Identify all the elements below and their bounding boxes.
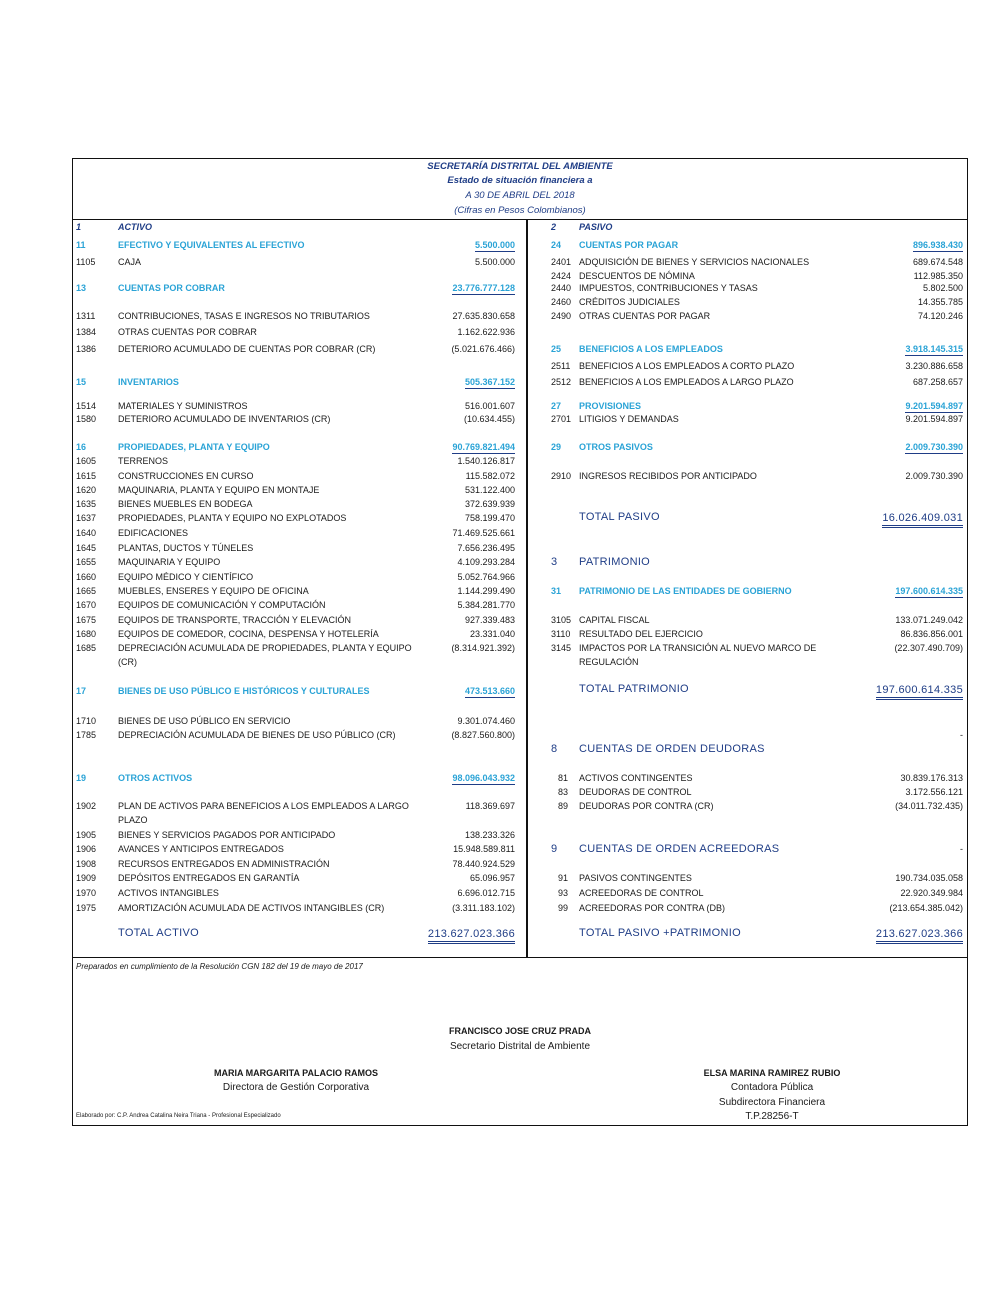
group-code: 17	[76, 686, 87, 696]
account-value: 372.639.939	[464, 499, 515, 509]
account-label: CRÉDITOS JUDICIALES	[579, 297, 680, 307]
account-label: ADQUISICIÓN DE BIENES Y SERVICIOS NACIONALES	[579, 257, 810, 267]
account-value: 531.122.400	[464, 485, 515, 495]
group-code: 25	[551, 344, 562, 354]
header-divider	[72, 219, 968, 220]
account-value: 112.985.350	[913, 271, 963, 281]
account-value: 1.162.622.936	[457, 327, 515, 337]
account-value: 14.355.785	[917, 297, 963, 307]
total-patrimonio-value: 197.600.614.335	[876, 685, 963, 700]
column-divider	[526, 219, 528, 957]
account-value: 138.233.326	[464, 830, 515, 840]
account-value: (8.314.921.392)	[451, 643, 515, 653]
orden-deudoras-code: 8	[551, 743, 558, 755]
account-code: 91	[557, 873, 568, 883]
account-code: 1785	[76, 730, 97, 740]
account-code: 1665	[76, 586, 97, 596]
group-total: 98.096.043.932	[452, 773, 515, 783]
account-value: 5.384.281.770	[457, 600, 515, 610]
account-value: 689.674.548	[912, 257, 963, 267]
account-label-cont: (CR)	[118, 657, 137, 667]
account-value: 2.009.730.390	[905, 471, 963, 481]
account-value: 9.301.074.460	[457, 716, 515, 726]
account-label: MUEBLES, ENSERES Y EQUIPO DE OFICINA	[118, 586, 309, 596]
total-pasivo-label: TOTAL PASIVO	[579, 511, 660, 523]
group-label: INVENTARIOS	[118, 377, 179, 387]
account-value: (10.634.455)	[463, 414, 515, 424]
account-label: DETERIORO ACUMULADO DE INVENTARIOS (CR)	[118, 414, 331, 424]
account-label: CONSTRUCCIONES EN CURSO	[118, 471, 254, 481]
account-code: 1670	[76, 600, 97, 610]
account-value: 133.071.249.042	[895, 615, 963, 625]
account-label: ACTIVOS CONTINGENTES	[579, 773, 693, 783]
account-label: ACREEDORAS DE CONTROL	[579, 888, 704, 898]
account-code: 93	[557, 888, 568, 898]
account-label: MAQUINARIA Y EQUIPO	[118, 557, 221, 567]
account-code: 2910	[551, 471, 572, 481]
account-value: 5.802.500	[922, 283, 963, 293]
total-patrimonio-label: TOTAL PATRIMONIO	[579, 683, 689, 695]
group-total: 90.769.821.494	[452, 442, 515, 452]
account-label: OTRAS CUENTAS POR COBRAR	[118, 327, 257, 337]
account-code: 1645	[76, 543, 97, 553]
account-value: 1.144.299.490	[457, 586, 515, 596]
account-label: IMPACTOS POR LA TRANSICIÓN AL NUEVO MARCO DE	[579, 643, 817, 653]
account-label: PASIVOS CONTINGENTES	[579, 873, 692, 883]
account-value: (34.011.732.435)	[895, 801, 963, 811]
orden-deudoras-total: -	[960, 730, 963, 740]
account-code: 1615	[76, 471, 97, 481]
account-label: BIENES Y SERVICIOS PAGADOS POR ANTICIPADO	[118, 830, 336, 840]
total-activo-label: TOTAL ACTIVO	[118, 927, 200, 939]
account-value: (5.021.676.466)	[451, 344, 515, 354]
account-code: 81	[557, 773, 568, 783]
account-label: PROPIEDADES, PLANTA Y EQUIPO NO EXPLOTADOS	[118, 513, 347, 523]
account-label: BENEFICIOS A LOS EMPLEADOS A LARGO PLAZO	[579, 377, 794, 387]
account-code: 2511	[551, 361, 571, 371]
account-value: 7.656.236.495	[457, 543, 515, 553]
account-value: 115.582.072	[465, 471, 515, 481]
group-label: PROVISIONES	[579, 401, 642, 411]
account-value: 30.839.176.313	[900, 773, 963, 783]
group-code: 11	[76, 240, 86, 250]
total-activo-value: 213.627.023.366	[428, 929, 515, 944]
signer-director-name: MARIA MARGARITA PALACIO RAMOS	[214, 1068, 378, 1078]
account-code: 1905	[76, 830, 97, 840]
group-code: 19	[76, 773, 87, 783]
group-total: 473.513.660	[464, 686, 515, 696]
signer-accountant-role: Contadora Pública	[730, 1082, 814, 1093]
account-label: BIENES DE USO PÚBLICO EN SERVICIO	[118, 716, 291, 726]
patrimonio-code: 3	[551, 556, 558, 568]
account-value: 74.120.246	[917, 311, 963, 321]
total-pasivo-value: 16.026.409.031	[882, 513, 963, 528]
account-code: 2440	[551, 283, 572, 293]
account-value: 4.109.293.284	[457, 557, 515, 567]
signer-accountant-name: ELSA MARINA RAMIREZ RUBIO	[703, 1068, 841, 1078]
account-code: 3110	[551, 629, 571, 639]
group-label: EFECTIVO Y EQUIVALENTES AL EFECTIVO	[118, 240, 305, 250]
prepared-by: Elaborado por: C.P. Andrea Catalina Neira Triana - Profesional Especializado	[76, 1113, 281, 1119]
account-label: ACTIVOS INTANGIBLES	[118, 888, 219, 898]
account-value: 758.199.470	[464, 513, 515, 523]
account-label: TERRENOS	[118, 456, 169, 466]
account-label: ACREEDORAS POR CONTRA (DB)	[579, 903, 726, 913]
account-label: RESULTADO DEL EJERCICIO	[579, 629, 703, 639]
group-label: CUENTAS POR PAGAR	[579, 240, 679, 250]
account-code: 2490	[551, 311, 572, 321]
account-value: 190.734.035.058	[895, 873, 963, 883]
account-label: OTRAS CUENTAS POR PAGAR	[579, 311, 711, 321]
account-value: 22.920.349.984	[900, 888, 963, 898]
patrimonio-label: PATRIMONIO	[579, 556, 651, 568]
group-code: 29	[551, 442, 562, 452]
group-label: PROPIEDADES, PLANTA Y EQUIPO	[118, 442, 270, 452]
account-value: 516.001.607	[464, 401, 515, 411]
resolution-note: Preparados en cumplimiento de la Resolución CGN 182 del 19 de mayo de 2017	[76, 962, 363, 971]
account-label: DETERIORO ACUMULADO DE CUENTAS POR COBRAR (CR)	[118, 344, 376, 354]
signer-secretary-role: Secretario Distrital de Ambiente	[449, 1041, 591, 1052]
signer-director-role: Directora de Gestión Corporativa	[222, 1082, 370, 1093]
account-value: 78.440.924.529	[452, 859, 515, 869]
activo-code: 1	[76, 222, 82, 232]
account-code: 1640	[76, 528, 97, 538]
account-code: 1514	[76, 401, 97, 411]
account-code: 1386	[76, 344, 97, 354]
account-code: 83	[557, 787, 568, 797]
group-total: 197.600.614.335	[895, 586, 963, 596]
account-label: MAQUINARIA, PLANTA Y EQUIPO EN MONTAJE	[118, 485, 320, 495]
account-label: EQUIPOS DE COMUNICACIÓN Y COMPUTACIÓN	[118, 600, 326, 610]
account-code: 1906	[76, 844, 97, 854]
account-code: 2701	[551, 414, 572, 424]
group-total: 3.918.145.315	[905, 344, 963, 354]
account-value: 3.230.886.658	[905, 361, 963, 371]
account-label: CAPITAL FISCAL	[579, 615, 650, 625]
group-code: 13	[76, 283, 87, 293]
account-label: EDIFICACIONES	[118, 528, 189, 538]
account-value: 118.369.697	[465, 801, 515, 811]
account-code: 1685	[76, 643, 97, 653]
group-total: 9.201.594.897	[905, 401, 963, 411]
group-total: 5.500.000	[474, 240, 515, 250]
orden-acreedoras-total: -	[960, 844, 963, 854]
statement-title: Estado de situación financiera a	[447, 175, 593, 186]
group-label: BIENES DE USO PÚBLICO E HISTÓRICOS Y CULTURALES	[118, 686, 370, 696]
account-code: 1635	[76, 499, 97, 509]
account-code: 1637	[76, 513, 97, 523]
activo-label: ACTIVO	[118, 222, 153, 232]
group-total: 505.367.152	[464, 377, 515, 387]
account-code: 1384	[76, 327, 97, 337]
account-code: 1605	[76, 456, 97, 466]
account-code: 1660	[76, 572, 97, 582]
account-label: EQUIPOS DE TRANSPORTE, TRACCIÓN Y ELEVACIÓN	[118, 615, 352, 625]
account-code: 1908	[76, 859, 97, 869]
account-label: DEPRECIACIÓN ACUMULADA DE PROPIEDADES, PLANTA Y EQUIPO	[118, 643, 412, 653]
account-value: 687.258.657	[912, 377, 963, 387]
account-label-cont: PLAZO	[118, 815, 148, 825]
account-code: 3105	[551, 615, 572, 625]
account-value: 1.540.126.817	[457, 456, 515, 466]
account-value: 5.500.000	[474, 257, 515, 267]
account-code: 99	[557, 903, 568, 913]
account-code: 2512	[551, 377, 572, 387]
account-code: 1680	[76, 629, 97, 639]
account-label: RECURSOS ENTREGADOS EN ADMINISTRACIÓN	[118, 859, 330, 869]
account-value: 23.331.040	[469, 629, 515, 639]
account-value: 3.172.556.121	[905, 787, 963, 797]
signer-secretary-name: FRANCISCO JOSE CRUZ PRADA	[448, 1026, 591, 1036]
account-label: BENEFICIOS A LOS EMPLEADOS A CORTO PLAZO	[579, 361, 795, 371]
account-label: PLAN DE ACTIVOS PARA BENEFICIOS A LOS EMPLEADOS A LARGO	[118, 801, 409, 811]
account-code: 1902	[76, 801, 97, 811]
orden-acreedoras-label: CUENTAS DE ORDEN ACREEDORAS	[579, 843, 780, 855]
account-label: PLANTAS, DUCTOS Y TÚNELES	[118, 543, 254, 553]
group-label: OTROS ACTIVOS	[118, 773, 193, 783]
pasivo-code: 2	[551, 222, 557, 232]
account-label: MATERIALES Y SUMINISTROS	[118, 401, 248, 411]
account-label: INGRESOS RECIBIDOS POR ANTICIPADO	[579, 471, 757, 481]
account-code: 1710	[76, 716, 97, 726]
account-code: 1105	[76, 257, 96, 267]
group-label: BENEFICIOS A LOS EMPLEADOS	[579, 344, 723, 354]
account-code: 89	[557, 801, 568, 811]
account-label: AMORTIZACIÓN ACUMULADA DE ACTIVOS INTANGIBLES (CR)	[118, 903, 385, 913]
account-label: CAJA	[118, 257, 142, 267]
currency-note: (Cifras en Pesos Colombianos)	[454, 205, 586, 216]
total-pasivo-patrimonio-label: TOTAL PASIVO +PATRIMONIO	[579, 927, 741, 939]
account-code: 1580	[76, 414, 97, 424]
account-code: 1620	[76, 485, 97, 495]
pasivo-label: PASIVO	[579, 222, 613, 232]
group-code: 15	[76, 377, 87, 387]
orden-acreedoras-code: 9	[551, 843, 558, 855]
account-value: 927.339.483	[464, 615, 515, 625]
account-value: 65.096.957	[469, 873, 515, 883]
account-label: CONTRIBUCIONES, TASAS E INGRESOS NO TRIBUTARIOS	[118, 311, 370, 321]
account-label: EQUIPOS DE COMEDOR, COCINA, DESPENSA Y HOTELERÍA	[118, 629, 379, 639]
group-code: 16	[76, 442, 87, 452]
group-label: CUENTAS POR COBRAR	[118, 283, 225, 293]
group-total: 896.938.430	[912, 240, 963, 250]
account-label: AVANCES Y ANTICIPOS ENTREGADOS	[118, 844, 284, 854]
account-label: DESCUENTOS DE NÓMINA	[579, 271, 695, 281]
account-label-cont: REGULACIÓN	[579, 657, 639, 667]
group-code: 31	[551, 586, 562, 596]
statement-frame	[72, 158, 968, 1126]
account-value: 6.696.012.715	[457, 888, 515, 898]
account-code: 2401	[551, 257, 572, 267]
account-label: DEPRECIACIÓN ACUMULADA DE BIENES DE USO PÚBLICO (CR)	[118, 730, 396, 740]
account-value: 15.948.589.811	[453, 844, 515, 854]
group-label: OTROS PASIVOS	[579, 442, 653, 452]
entity-title: SECRETARÍA DISTRITAL DEL AMBIENTE	[427, 161, 613, 172]
account-label: EQUIPO MÉDICO Y CIENTÍFICO	[118, 572, 254, 582]
account-code: 3145	[551, 643, 572, 653]
account-code: 1675	[76, 615, 97, 625]
account-label: DEUDORAS POR CONTRA (CR)	[579, 801, 714, 811]
account-value: (8.827.560.800)	[451, 730, 515, 740]
account-label: DEPÓSITOS ENTREGADOS EN GARANTÍA	[118, 873, 300, 883]
account-value: 86.836.856.001	[900, 629, 963, 639]
account-code: 1655	[76, 557, 97, 567]
account-value: (22.307.490.709)	[894, 643, 963, 653]
account-value: 71.469.525.661	[452, 528, 515, 538]
account-label: IMPUESTOS, CONTRIBUCIONES Y TASAS	[579, 283, 758, 293]
group-code: 27	[551, 401, 562, 411]
account-label: LITIGIOS Y DEMANDAS	[579, 414, 679, 424]
account-code: 1311	[76, 311, 96, 321]
account-code: 1970	[76, 888, 97, 898]
account-label: BIENES MUEBLES EN BODEGA	[118, 499, 253, 509]
account-value: 5.052.764.966	[457, 572, 515, 582]
account-value: (3.311.183.102)	[452, 903, 515, 913]
group-code: 24	[551, 240, 562, 250]
group-total: 23.776.777.128	[452, 283, 515, 293]
account-code: 2460	[551, 297, 572, 307]
account-code: 1975	[76, 903, 97, 913]
orden-deudoras-label: CUENTAS DE ORDEN DEUDORAS	[579, 743, 765, 755]
account-value: 27.635.830.658	[452, 311, 515, 321]
account-value: 9.201.594.897	[905, 414, 963, 424]
account-code: 2424	[551, 271, 572, 281]
account-value: (213.654.385.042)	[889, 903, 963, 913]
total-pasivo-patrimonio-value: 213.627.023.366	[876, 929, 963, 944]
footer-divider	[72, 957, 968, 958]
statement-date: A 30 DE ABRIL DEL 2018	[465, 190, 575, 201]
group-label: PATRIMONIO DE LAS ENTIDADES DE GOBIERNO	[579, 586, 792, 596]
account-code: 1909	[76, 873, 97, 883]
signer-accountant-role2: Subdirectora Financiera	[718, 1097, 826, 1108]
group-total: 2.009.730.390	[905, 442, 963, 452]
account-label: DEUDORAS DE CONTROL	[579, 787, 692, 797]
signer-accountant-license: T.P.28256-T	[745, 1111, 799, 1122]
